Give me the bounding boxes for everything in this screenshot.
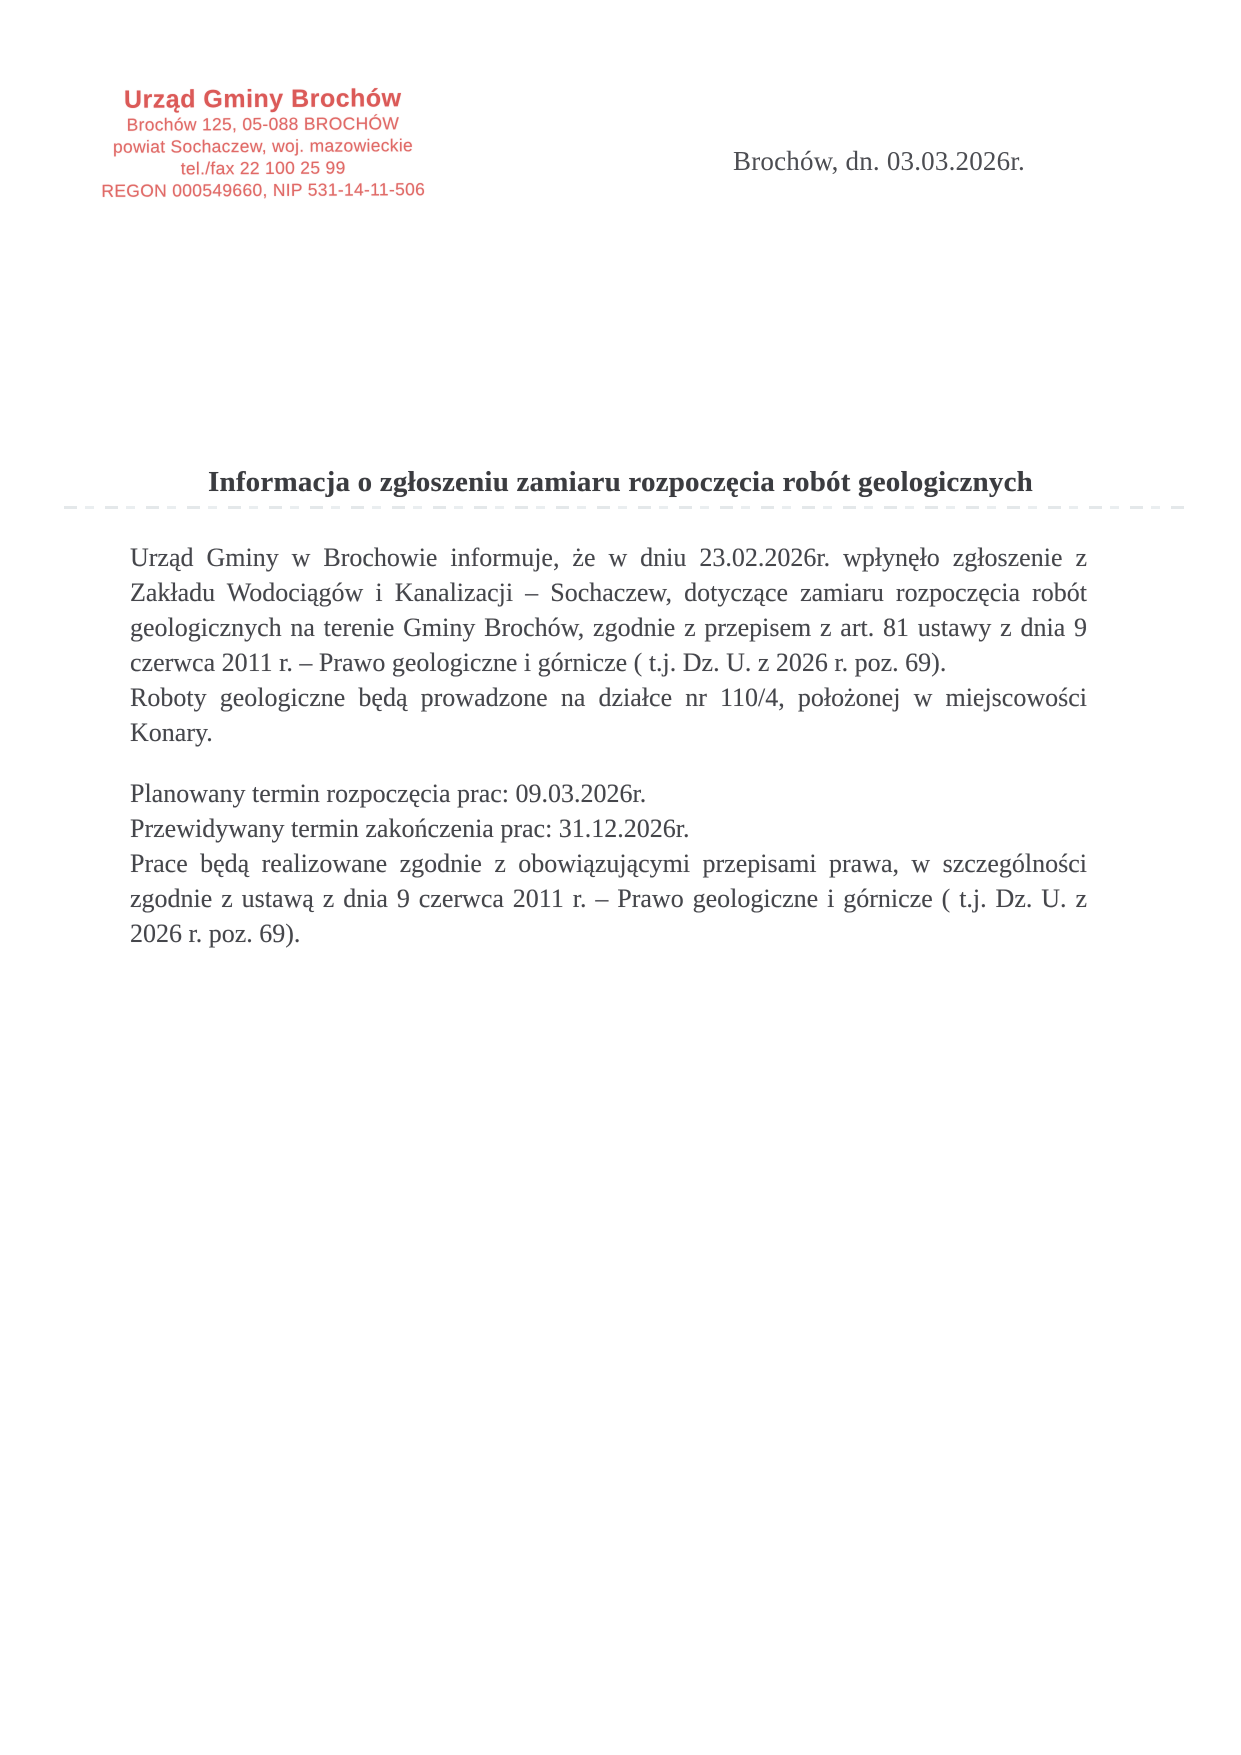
document-body	[130, 540, 1087, 951]
stamp-address: Brochów 125, 05-088 BROCHÓW	[126, 113, 400, 135]
scan-artifact-line	[64, 506, 1186, 509]
document-title: Informacja o zgłoszeniu zamiaru rozpoczęcia robót geologicznych	[208, 466, 1033, 498]
paragraph-legal-basis: Prace będą realizowane zgodnie z obowiązującymi przepisami prawa, w szczególności zgodnie z ustawą z dnia 9 czerwca 2011 r. – Prawo geologiczne i górnicze ( t.j. Dz. U. z 2026 r. poz. 69).	[130, 849, 1087, 948]
place-and-date: Brochów, dn. 03.03.2026r.	[733, 146, 1025, 176]
works-end-date: Przewidywany termin zakończenia prac: 31.12.2026r.	[130, 814, 690, 843]
stamp-phone: tel./fax 22 100 25 99	[180, 157, 346, 179]
paragraph-notification: Urząd Gminy w Brochowie informuje, że w dniu 23.02.2026r. wpłynęło zgłoszenie z Zakładu Wodociągów i Kanalizacji – Sochaczew, dotyczące zamiaru rozpoczęcia robót geologicznych na terenie Gminy Brochów, zgodnie z przepisem z art. 81 ustawy z dnia 9 czerwca 2011 r. – Prawo geologiczne i górnicze ( t.j. Dz. U. z 2026 r. poz. 69).	[130, 543, 1087, 677]
stamp-regon-nip: REGON 000549660, NIP 531-14-11-506	[101, 179, 426, 201]
paragraph-works-location: Roboty geologiczne będą prowadzone na działce nr 110/4, położonej w miejscowości Konary.	[130, 683, 1087, 747]
office-stamp	[88, 85, 439, 202]
works-start-date: Planowany termin rozpoczęcia prac: 09.03.2026r.	[130, 779, 647, 808]
works-dates-block	[130, 776, 1087, 846]
stamp-district: powiat Sochaczew, woj. mazowieckie	[112, 135, 414, 157]
stamp-office-name: Urząd Gminy Brochów	[123, 84, 402, 114]
